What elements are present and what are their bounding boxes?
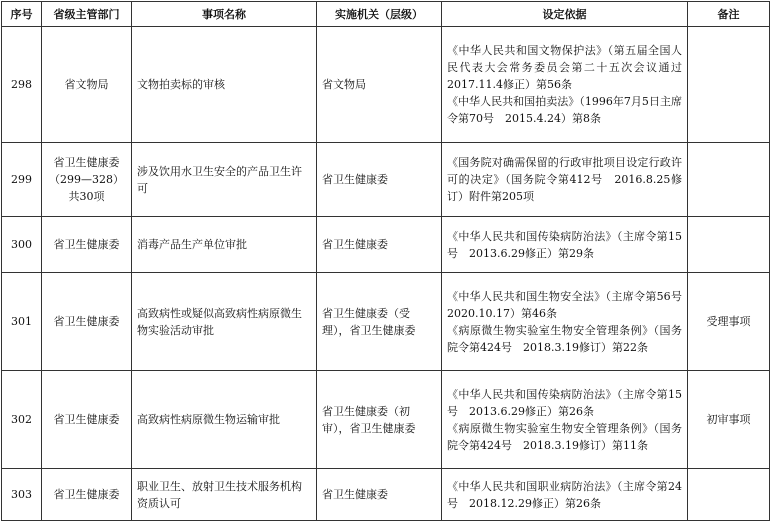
row-note (688, 27, 770, 143)
table-row (2, 143, 770, 217)
header-note: 备注 (688, 2, 770, 27)
row-agency: 省卫生健康委（初审），省卫生健康委 (317, 371, 442, 469)
row-number: 302 (2, 371, 42, 469)
row-basis (442, 469, 688, 521)
row-agency: 省卫生健康委 (317, 217, 442, 273)
row-number: 303 (2, 469, 42, 521)
row-basis (442, 143, 688, 217)
row-basis (442, 217, 688, 273)
row-agency: 省卫生健康委 (317, 469, 442, 521)
basis-paragraph: 《中华人民共和国拍卖法》（1996年7月5日主席令第70号 2015.4.24）第8条 (447, 95, 682, 125)
table-row (2, 273, 770, 371)
row-department: 省卫生健康委 (42, 217, 132, 273)
row-item-name: 高致病性病原微生物运输审批 (132, 371, 317, 469)
row-agency: 省文物局 (317, 27, 442, 143)
table-row (2, 469, 770, 521)
basis-paragraph: 《病原微生物实验室生物安全管理条例》（国务院令第424号 2018.3.19修订）第22条 (447, 323, 682, 354)
row-item-name: 职业卫生、放射卫生技术服务机构资质认可 (132, 469, 317, 521)
row-department: 省卫生健康委 (42, 273, 132, 371)
row-department: 省文物局 (42, 27, 132, 143)
row-agency: 省卫生健康委（受理），省卫生健康委 (317, 273, 442, 371)
basis-paragraph: 《国务院对确需保留的行政审批项目设定行政许可的决定》（国务院令第412号 2016.8.25修订）附件第205项 (447, 156, 682, 203)
basis-paragraph: 《病原微生物实验室生物安全管理条例》（国务院令第424号 2018.3.19修订）第11条 (447, 421, 682, 452)
table-row (2, 371, 770, 469)
header-no: 序号 (2, 2, 42, 27)
header-basis: 设定依据 (442, 2, 688, 27)
basis-paragraph: 《中华人民共和国生物安全法》（主席令第56号 2020.10.17）第46条 (447, 289, 693, 320)
row-basis (442, 371, 688, 469)
header-agency: 实施机关（层级） (317, 2, 442, 27)
row-note: 初审事项 (688, 371, 770, 469)
row-item-name: 高致病性或疑似高致病性病原微生物实验活动审批 (132, 273, 317, 371)
basis-paragraph: 《中华人民共和国文物保护法》（第五届全国人民代表大会常务委员会第二十五次会议通过 2017.11.4修正）第56条 (447, 44, 693, 91)
row-item-name: 文物拍卖标的审核 (132, 27, 317, 143)
row-basis (442, 27, 693, 143)
row-department: 省卫生健康委 (42, 469, 132, 521)
basis-paragraph: 《中华人民共和国职业病防治法》（主席令第24号 2018.12.29修正）第26条 (447, 479, 682, 510)
row-department: 省卫生健康委 (42, 371, 132, 469)
header-dept: 省级主管部门 (42, 2, 132, 27)
row-note (688, 143, 770, 217)
row-note (688, 469, 770, 521)
table-row (2, 217, 770, 273)
row-basis (442, 273, 693, 371)
row-number: 301 (2, 273, 42, 371)
row-note: 受理事项 (688, 273, 770, 371)
row-department: 省卫生健康委（299—328）共30项 (42, 143, 132, 217)
row-agency: 省卫生健康委 (317, 143, 442, 217)
table-header-row (2, 2, 770, 27)
header-item: 事项名称 (132, 2, 317, 27)
row-number: 298 (2, 27, 42, 143)
row-item-name: 涉及饮用水卫生安全的产品卫生许可 (132, 143, 317, 217)
basis-paragraph: 《中华人民共和国传染病防治法》（主席令第15号 2013.6.29修正）第26条 (447, 387, 682, 418)
row-item-name: 消毒产品生产单位审批 (132, 217, 317, 273)
basis-paragraph: 《中华人民共和国传染病防治法》（主席令第15号 2013.6.29修正）第29条 (447, 229, 682, 260)
row-number: 299 (2, 143, 42, 217)
table-row (2, 27, 770, 143)
row-note (688, 217, 770, 273)
approval-items-table (1, 1, 770, 521)
row-number: 300 (2, 217, 42, 273)
